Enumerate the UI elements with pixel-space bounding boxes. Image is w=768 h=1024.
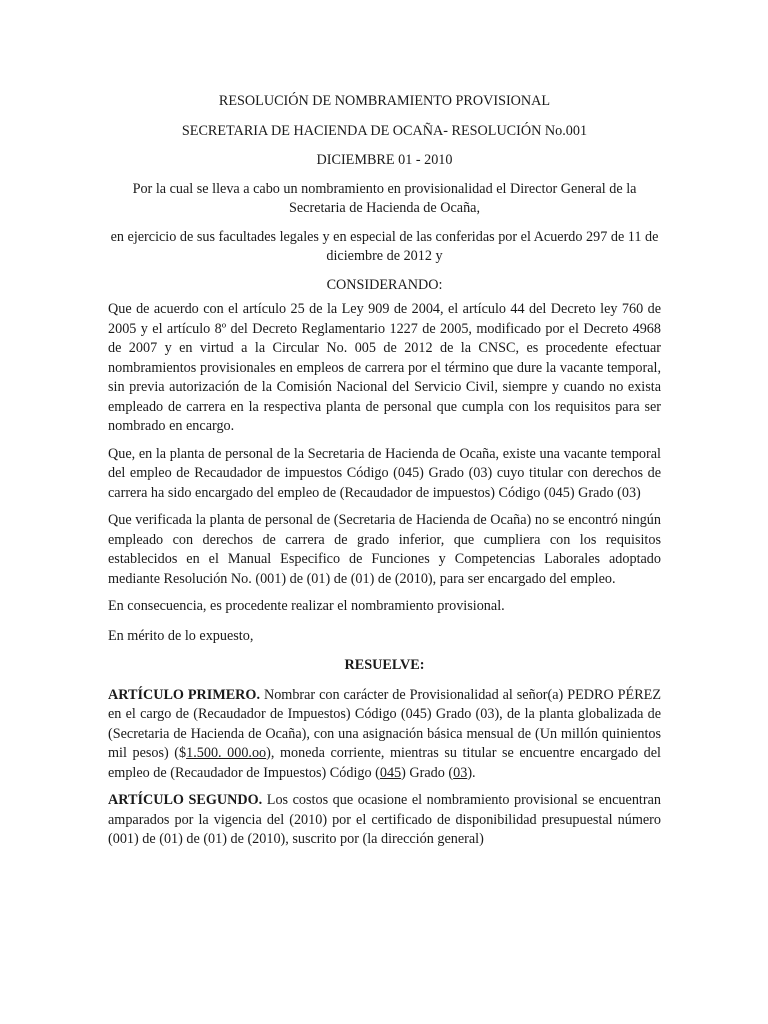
considerando-paragraph-2: Que, en la planta de personal de la Secretaria de Hacienda de Ocaña, existe una vacante temporal del empleo de Recaudador de impuestos Código (045) Grado (03) cuyo titular con derechos de carrera ha sido encargado del empleo de (Recaudador de impuestos) Código (045) Grado (03) — [108, 445, 661, 501]
considerando-paragraph-3: Que verificada la planta de personal de (Secretaria de Hacienda de Ocaña) no se encontró ningún empleado con derechos de carrera de grado inferior, que cumpliera con los requisitos establecidos en el Manual Especifico de Funciones y Competencias Laborales adoptado mediante Resolución No. (001) de (01) de (01) de (2010), para ser encargado del empleo. — [108, 512, 661, 587]
articulo-primero-text-c: ) Grado ( — [401, 764, 454, 781]
consecuencia-paragraph: En consecuencia, es procedente realizar el nombramiento provisional. — [108, 598, 505, 614]
articulo-segundo — [108, 791, 661, 850]
articulo-primero-text-d: ). — [467, 764, 476, 781]
salary-amount: 1.500. 000.oo — [186, 745, 267, 761]
articulo-segundo-text: Los costos que ocasione el nombramiento provisional se encuentran amparados por la vigencia del (2010) por el certificado de disponibilidad presupuestal número (001) de (01) de (01) de (2010), suscrito por (la dirección general) — [108, 792, 661, 847]
grado-value: 03 — [453, 764, 468, 781]
document-title: RESOLUCIÓN DE NOMBRAMIENTO PROVISIONAL — [218, 93, 551, 109]
intro-authority: en ejercicio de sus facultades legales y en especial de las conferidas por el Acuerdo 297 de 11 de diciembre de 2012 y — [110, 228, 659, 264]
document-date: DICIEMBRE 01 - 2010 — [316, 152, 453, 168]
intro-purpose: Por la cual se lleva a cabo un nombramiento en provisionalidad el Director General de la Secretaria de Hacienda de Ocaña, — [132, 180, 637, 216]
resuelve-heading: RESUELVE: — [344, 657, 425, 673]
secretaria-heading: SECRETARIA DE HACIENDA DE OCAÑA- RESOLUCIÓN No.001 — [181, 122, 588, 139]
articulo-primero-text-a: Nombrar con carácter de Provisionalidad al señor(a) PEDRO PÉREZ en el cargo de (Recaudador de Impuestos) Código (045) Grado (03), de la planta globalizada de (Secretaria de Hacienda de Ocaña), con una asignación básica mensual de (Un millón quinientos mil pesos) ($ — [108, 686, 661, 761]
considerando-paragraph-1: Que de acuerdo con el artículo 25 de la Ley 909 de 2004, el artículo 44 del Decreto ley 760 de 2005 y el artículo 8º del Decreto Reglamentario 1227 de 2005, modificado por el Decreto 4968 de 2007 y en virtud a la Circular No. 005 de 2012 de la CNSC, es procedente efectuar nombramientos provisionales en empleos de carrera por el término que dure la vacante temporal, sin previa autorización de la Comisión Nacional del Servicio Civil, siempre y cuando no exista empleado de carrera en la respectiva planta de personal que cumpla con los requisitos para ser nombrado en encargo. — [108, 301, 661, 434]
document-page — [108, 92, 661, 858]
codigo-value: 045 — [379, 764, 402, 781]
articulo-primero-label: ARTÍCULO PRIMERO. — [108, 686, 261, 703]
articulo-primero — [108, 686, 661, 784]
considerando-heading: CONSIDERANDO: — [326, 276, 443, 293]
articulo-segundo-label: ARTÍCULO SEGUNDO. — [108, 792, 263, 808]
articulo-primero-text-b: ), moneda corriente, mientras su titular se encuentre encargado del empleo de (Recaudador de Impuestos) Código ( — [108, 745, 661, 781]
merito-paragraph: En mérito de lo expuesto, — [108, 627, 254, 644]
